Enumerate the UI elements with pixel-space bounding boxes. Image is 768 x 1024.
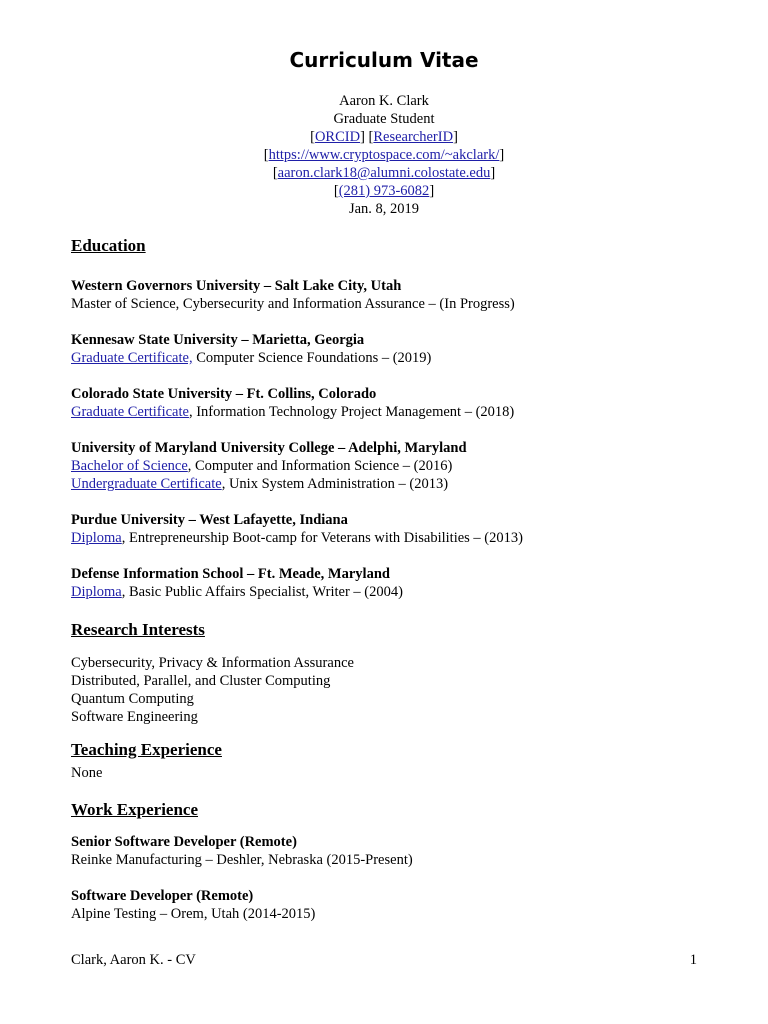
profile-links: [ORCID] [ResearcherID]	[310, 129, 458, 145]
page-number: 1	[689, 952, 697, 968]
school-name: Purdue University – West Lafayette, Indiana	[71, 512, 348, 528]
education-heading: Education	[71, 236, 146, 255]
contact-header	[0, 92, 768, 218]
website-link[interactable]: https://www.cryptospace.com/~akclark/	[268, 147, 500, 163]
credential-link[interactable]: Diploma	[71, 584, 122, 600]
research-heading: Research Interests	[71, 620, 205, 639]
job-title: Senior Software Developer (Remote)	[71, 834, 297, 850]
teaching-text: None	[71, 765, 103, 781]
teaching-heading: Teaching Experience	[71, 740, 222, 759]
cv-body	[71, 232, 711, 923]
role: Graduate Student	[333, 111, 435, 127]
credential-link[interactable]: Undergraduate Certificate	[71, 476, 222, 492]
orcid-link[interactable]: ORCID	[314, 129, 361, 145]
research-item: Cybersecurity, Privacy & Information Assurance	[71, 655, 354, 671]
degree-line: Diploma, Entrepreneurship Boot-camp for Veterans with Disabilities – (2013)	[71, 530, 523, 546]
job-org: Reinke Manufacturing – Deshler, Nebraska (2015-Present)	[71, 852, 413, 868]
website-line: [https://www.cryptospace.com/~akclark/]	[263, 147, 505, 163]
credential-link[interactable]: Diploma	[71, 530, 122, 546]
degree-line: Diploma, Basic Public Affairs Specialist, Writer – (2004)	[71, 584, 403, 600]
credential-link[interactable]: Graduate Certificate	[71, 404, 189, 420]
school-name: Colorado State University – Ft. Collins, Colorado	[71, 386, 377, 402]
research-item: Distributed, Parallel, and Cluster Computing	[71, 673, 331, 689]
research-item: Quantum Computing	[71, 691, 194, 707]
phone-link[interactable]: (281) 973-6082	[338, 183, 430, 199]
document-title: Curriculum Vitae	[289, 48, 479, 72]
research-item: Software Engineering	[71, 709, 198, 725]
school-name: University of Maryland University College – Adelphi, Maryland	[71, 440, 467, 456]
job-org: Alpine Testing – Orem, Utah (2014-2015)	[71, 906, 316, 922]
degree-line: Undergraduate Certificate, Unix System Administration – (2013)	[71, 476, 449, 492]
email-link[interactable]: aaron.clark18@alumni.colostate.edu	[277, 165, 491, 181]
email-line: [aaron.clark18@alumni.colostate.edu]	[272, 165, 496, 181]
school-name: Kennesaw State University – Marietta, Georgia	[71, 332, 365, 348]
footer-label: Clark, Aaron K. - CV	[71, 952, 196, 968]
degree-line: Master of Science, Cybersecurity and Information Assurance – (In Progress)	[71, 296, 515, 312]
credential-link[interactable]: Graduate Certificate,	[71, 350, 193, 366]
credential-link[interactable]: Bachelor of Science	[71, 458, 188, 474]
school-name: Western Governors University – Salt Lake City, Utah	[71, 278, 402, 294]
work-heading: Work Experience	[71, 800, 199, 819]
phone-line: [(281) 973-6082]	[333, 183, 435, 199]
date: Jan. 8, 2019	[348, 201, 420, 217]
name: Aaron K. Clark	[339, 93, 429, 109]
degree-line: Graduate Certificate, Computer Science Foundations – (2019)	[71, 350, 432, 366]
degree-line: Graduate Certificate, Information Technology Project Management – (2018)	[71, 404, 515, 420]
researcherid-link[interactable]: ResearcherID	[373, 129, 454, 145]
job-title: Software Developer (Remote)	[71, 888, 254, 904]
degree-line: Bachelor of Science, Computer and Information Science – (2016)	[71, 458, 453, 474]
school-name: Defense Information School – Ft. Meade, Maryland	[71, 566, 390, 582]
